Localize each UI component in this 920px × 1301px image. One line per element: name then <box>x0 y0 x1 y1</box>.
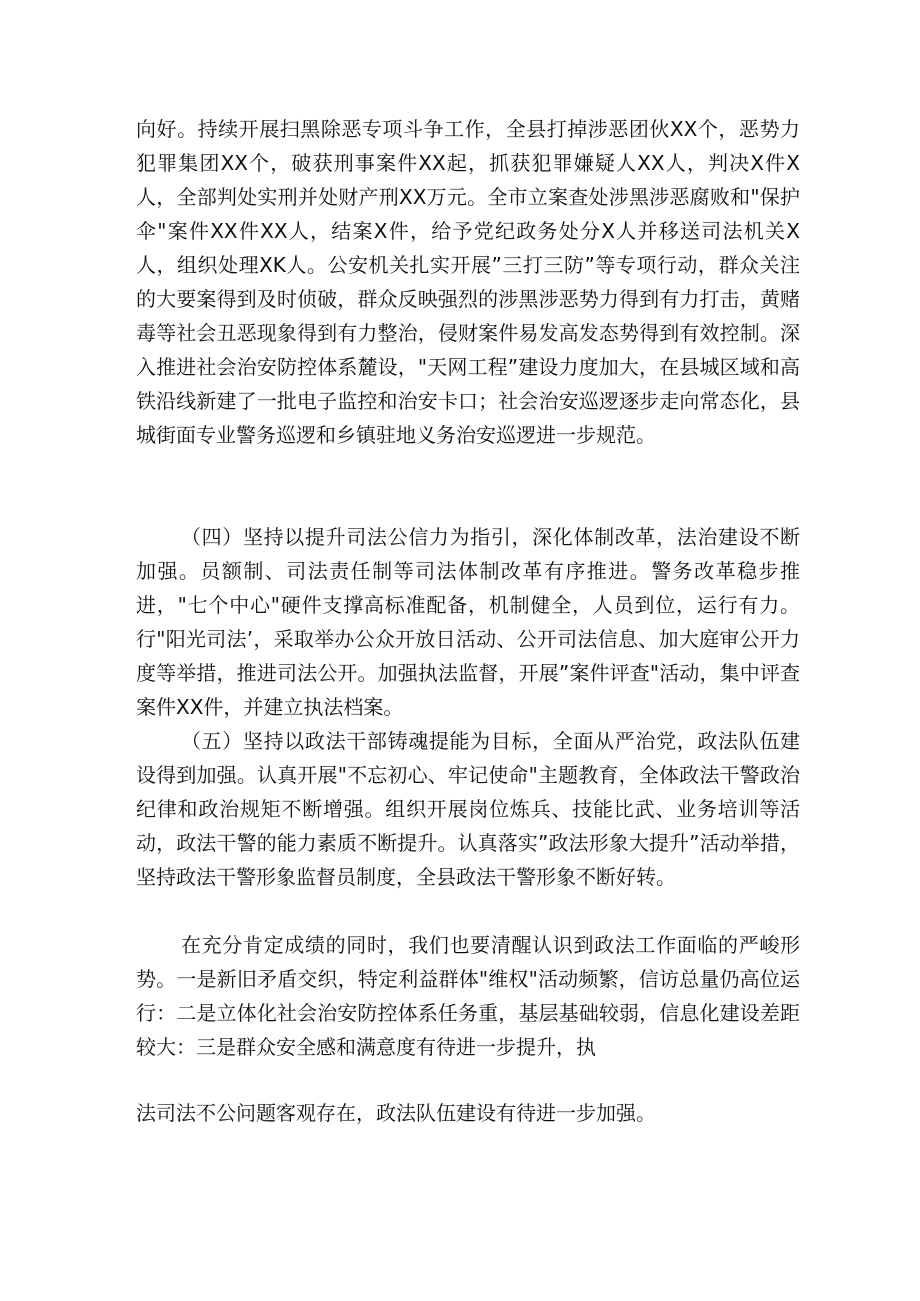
paragraph-challenges-continued: 法司法不公问题客观存在，政法队伍建设有待进一步加强。 <box>136 1101 656 1125</box>
paragraph-public-security: 向好。持续开展扫黑除恶专项斗争工作，全县打掉涉恶团伙XX个，恶势力犯罪集团XX个，破获刑事案件XX起，抓获犯罪嫌疑人XX人，判决X件X人，全部判处实刑并处财产刑XX万元。全市立案查处涉黑涉恶腐败和"保护伞"案件XX件XX人，结案X件，给予党纪政务处分X人并移送司法机关X人，组织处理XK人。公安机关扎实开展”三打三防”等专项行动，群众关注的大要案得到及时侦破，群众反映强烈的涉黑涉恶势力得到有力打击，黄赌毒等社会丑恶现象得到有力整治，侵财案件易发高发态势得到有效控制。深入推进社会治安防控体系麓设，"天网工程”建设力度加大，在县城区域和高铁沿线新建了一批电子监控和治安卡口；社会治安巡逻逐步走向常态化，县城街面专业警务巡逻和乡镇驻地义务治安巡逻进一步规范。 <box>136 117 800 447</box>
paragraph-section-four: （四）坚持以提升司法公信力为指引，深化体制改革，法治建设不断加强。员额制、司法责任制等司法体制改革有序推进。警务改革稳步推进，"七个中心"硬件支撑高标准配备，机制健全，人员到位，运行有力。行"阳光司法’，采取举办公众开放日活动、公开司法信息、加大庭审公开力度等举措，推进司法公开。加强执法监督，开展”案件评查"活动，集中评查案件XX件，并建立执法档案。 <box>136 525 800 719</box>
paragraph-section-five: （五）坚持以政法干部铸魂提能为目标，全面从严治党，政法队伍建设得到加强。认真开展"不忘初心、牢记使命"主题教育，全体政法干警政治纪律和政治规矩不断增强。组织开展岗位炼兵、技能比武、业务培训等活动，政法干警的能力素质不断提升。认真落实”政法形象大提升”活动举措，坚持政法干警形象监督员制度，全县政法干警形象不断好转。 <box>136 729 800 889</box>
paragraph-challenges: 在充分肯定成绩的同时，我们也要清醒认识到政法工作面临的严峻形势。一是新旧矛盾交织，特定利益群体"维权"活动频繁，信访总量仍高位运行：二是立体化社会治安防控体系任务重，基层基础较弱，信息化建设差距较大：三是群众安全感和满意度有待进一步提升，执 <box>136 933 800 1059</box>
